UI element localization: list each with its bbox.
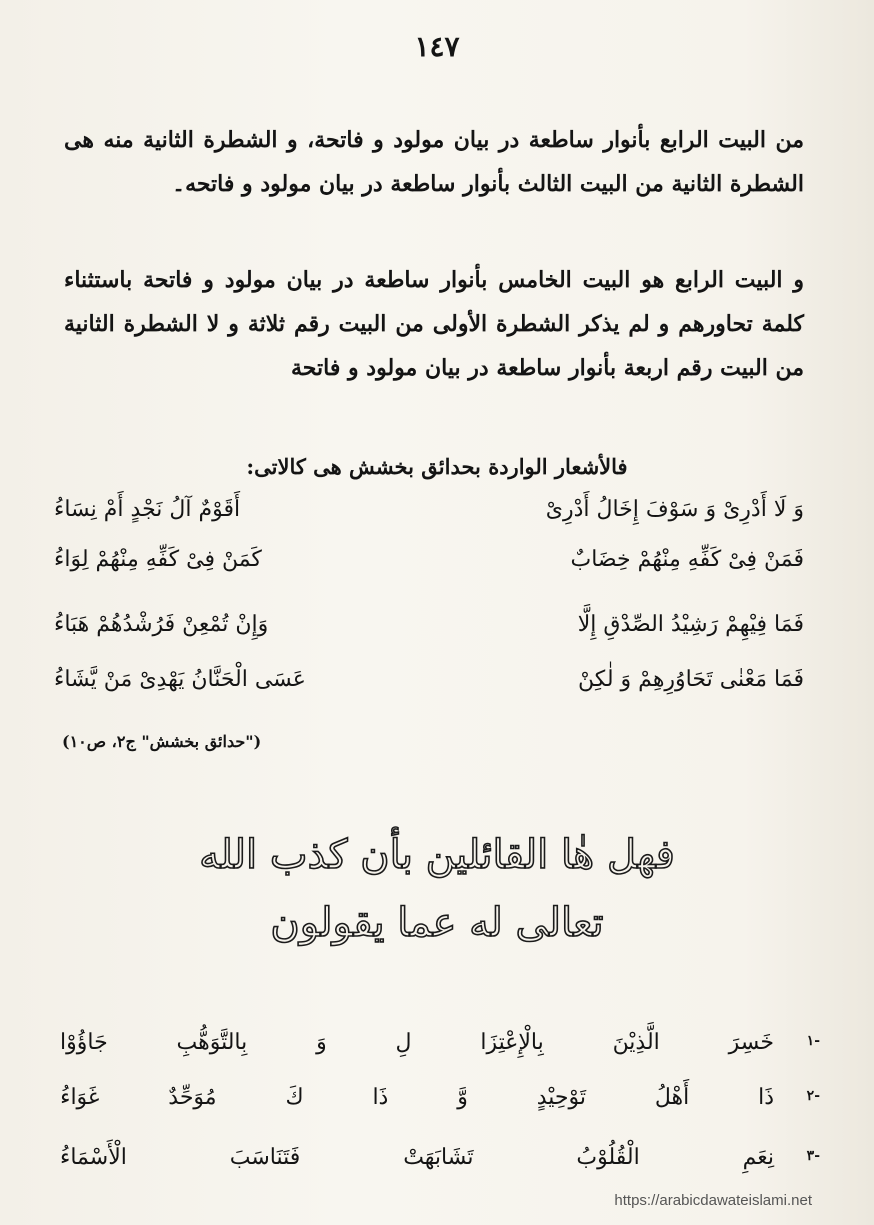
calligraphy-line-2: تعالى له عما يقولون	[270, 900, 604, 946]
poem-word: وَّ	[457, 1085, 468, 1110]
poem-word: جَاؤُوْا	[60, 1030, 108, 1055]
poem-word: بِالْإِعْتِزَا	[480, 1030, 544, 1055]
poem-row-words	[60, 1140, 774, 1176]
poem-word: ذَا	[758, 1085, 774, 1110]
poem-row	[60, 1140, 820, 1180]
paragraph-1: من البيت الرابع بأنوار ساطعة در بيان مولود و فاتحة، و الشطرة الثانية منه هی الشطرة الثانية من البيت الثالث بأنوار ساطعة در بيان مولود و فاتحه۔	[64, 127, 804, 197]
verse-hemistich-second: وَإِنْ تُمْعِنْ فَرُشْدُهُمْ هَبَاءُ	[54, 612, 269, 637]
poem-word: غَوَاءُ	[60, 1085, 100, 1110]
poem-word: أَهْلُ	[654, 1085, 690, 1110]
poem-word: نِعَمِ	[742, 1145, 774, 1170]
verse-line	[54, 545, 804, 575]
calligraphy-line-1: فهل هٰا القائلين بأن كذب الله	[199, 832, 675, 878]
poem-row	[60, 1025, 820, 1065]
verse-hemistich-second: أَقَوْمٌ آلُ نَجْدٍ أَمْ نِسَاءُ	[54, 497, 241, 522]
poem-word: خَسِرَ	[728, 1030, 774, 1055]
watermark-url: https://arabicdawateislami.net	[614, 1192, 812, 1209]
poem-word: تَشَابَهَتْ	[403, 1145, 474, 1170]
poem-row	[60, 1080, 820, 1120]
verse-line	[54, 495, 804, 525]
poem-word: الْقُلُوْبُ	[576, 1145, 640, 1170]
poem-row-number: -٢	[806, 1088, 820, 1104]
verse-hemistich-first: فَمَنْ فِیْ كَفِّهِ مِنْهُمْ خِضَابٌ	[570, 547, 804, 572]
poem-word: تَوْحِيْدٍ	[536, 1085, 586, 1110]
page-number: ١٤٧	[414, 30, 460, 63]
poem-row-number: -٣	[806, 1148, 820, 1164]
poem-word: الَّذِيْنَ	[612, 1030, 660, 1055]
poem-word: وَ	[316, 1030, 327, 1055]
poem-word: الْأَسْمَاءُ	[60, 1145, 127, 1170]
poem-word: بِالتَّوَهُّبِ	[176, 1030, 248, 1055]
paragraph-2: و البيت الرابع هو البيت الخامس بأنوار ساطعة در بيان مولود و فاتحة باستثناء كلمة تحاورهم و لم يذكر الشطرة الأولى من البيت رقم ثلاثة و لا الشطرة الثانية من البيت رقم اربعة بأنوار ساطعة در بيان مولود و فاتحة	[64, 267, 804, 381]
verse-line	[54, 665, 804, 695]
verse-hemistich-first: وَ لَا أَدْرِیْ وَ سَوْفَ إِخَالُ أَدْرِیْ	[545, 497, 804, 522]
poem-row-number: -١	[806, 1033, 820, 1049]
poem-word: كَ	[285, 1085, 304, 1110]
verse-hemistich-first: فَمَا مَعْنٰى تَحَاوُرِهِمْ وَ لٰكِنْ	[577, 667, 804, 692]
verse-line	[54, 610, 804, 640]
verse-hemistich-second: عَسَى الْحَنَّانُ يَهْدِیْ مَنْ يَّشَاءُ	[54, 667, 306, 692]
poem-row-words	[60, 1080, 774, 1116]
poem-word: لِ	[395, 1030, 412, 1055]
poem-word: ذَا	[372, 1085, 389, 1110]
verse-hemistich-second: كَمَنْ فِیْ كَفِّهِ مِنْهُمْ لِوَاءُ	[54, 547, 262, 572]
citation: ("حدائق بخشش" ج۲، ص۱۰)	[62, 732, 262, 751]
poem-row-words	[60, 1025, 774, 1061]
verse-hemistich-first: فَمَا فِیْهِمْ رَشِیْدُ الصِّدْقِ إِلَّا	[577, 612, 804, 637]
poem-word: مُوَحِّدٌ	[168, 1085, 217, 1110]
section-heading: فالأشعار الواردة بحدائق بخشش هی كالاتی:	[246, 454, 628, 479]
poem-word: فَتَنَاسَبَ	[229, 1145, 301, 1170]
